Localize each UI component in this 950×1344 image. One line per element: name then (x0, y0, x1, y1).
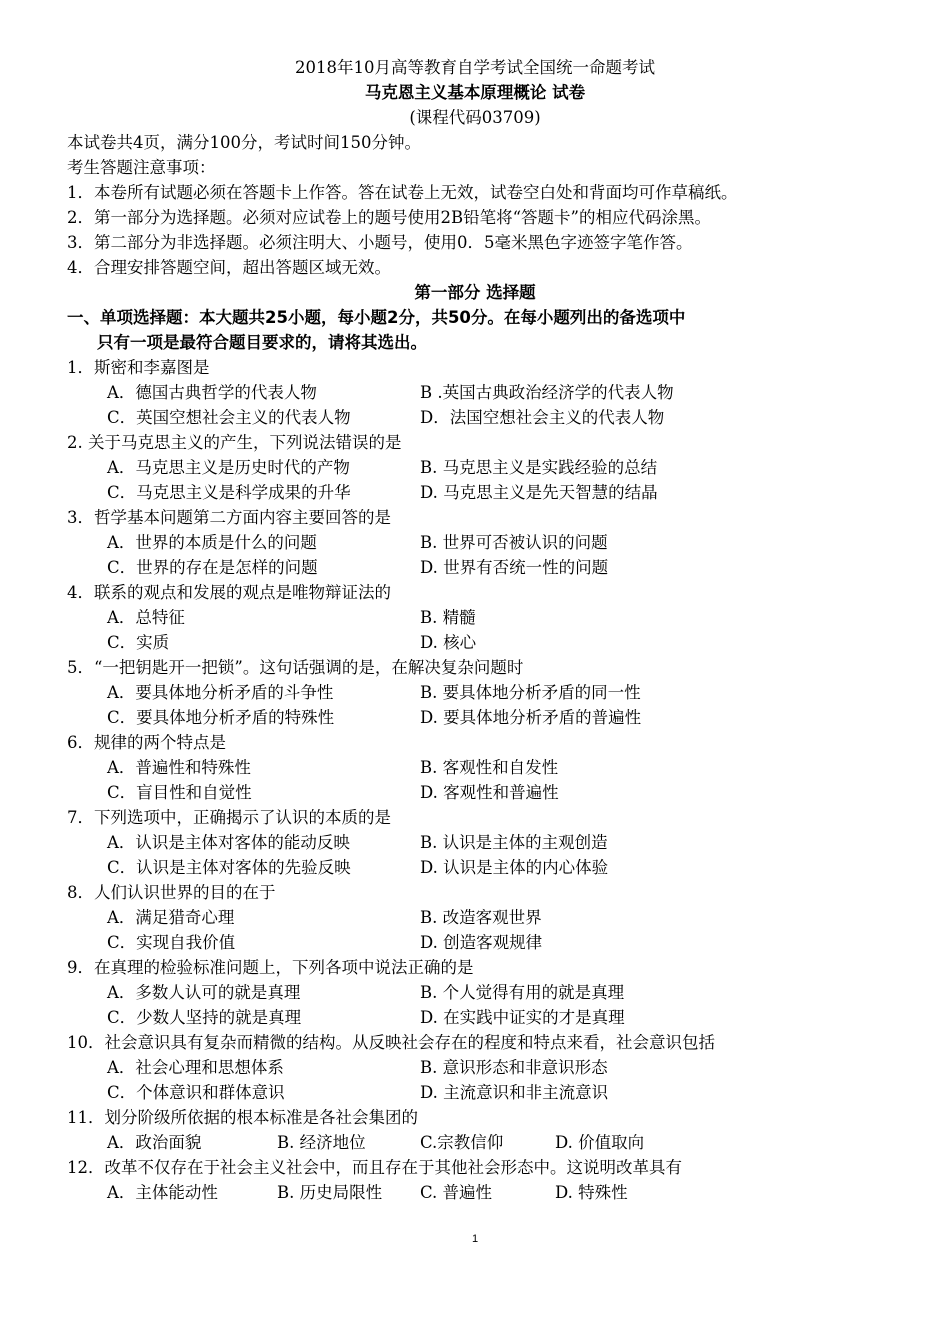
option-d: D. 马克思主义是先天智慧的结晶 (420, 483, 658, 502)
question-stem: 2. 关于马克思主义的产生，下列说法错误的是 (67, 433, 402, 452)
question-stem: 1．斯密和李嘉图是 (67, 358, 210, 377)
option-b: B. 马克思主义是实践经验的总结 (420, 458, 658, 477)
notice-item: 2．第一部分为选择题。必须对应试卷上的题号使用2B铅笔将“答题卡”的相应代码涂黑。 (67, 208, 711, 227)
option-a: A．德国古典哲学的代表人物 (107, 383, 317, 402)
option-c: C. 普遍性 (420, 1183, 493, 1202)
option-d: D. 世界有否统一性的问题 (420, 558, 609, 577)
option-a: A．要具体地分析矛盾的斗争性 (107, 683, 334, 702)
exam-title: 马克恩主义基本原理概论 试卷 (364, 83, 586, 102)
course-code: (课程代码03709) (409, 108, 541, 127)
option-c: C．要具体地分析矛盾的特殊性 (107, 708, 335, 727)
option-b: B. 意识形态和非意识形态 (420, 1058, 608, 1077)
notice-item: 3．第二部分为非选择题。必须注明大、小题号，使用0．5毫米黑色字迹签字笔作答。 (67, 233, 693, 252)
section-heading-cont: 只有一项是最符合题目要求的，请将其选出。 (97, 333, 427, 352)
option-a: A．认识是主体对客体的能动反映 (107, 833, 350, 852)
question-stem: 12．改革不仅存在于社会主义社会中，而且存在于其他社会形态中。这说明改革具有 (67, 1158, 682, 1177)
option-a: A．多数人认可的就是真理 (107, 983, 301, 1002)
option-a: A．主体能动性 (107, 1183, 218, 1202)
part-title: 第一部分 选择题 (414, 283, 536, 302)
question-stem: 4．联系的观点和发展的观点是唯物辩证法的 (67, 583, 391, 602)
option-c: C．少数人坚持的就是真理 (107, 1008, 302, 1027)
question-stem: 5．“一把钥匙开一把锁”。这句话强调的是，在解决复杂问题时 (67, 658, 524, 677)
option-d: D. 价值取向 (555, 1133, 645, 1152)
option-c: C．实现自我价值 (107, 933, 236, 952)
option-c: C．个体意识和群体意识 (107, 1083, 285, 1102)
option-d: D. 创造客观规律 (420, 933, 543, 952)
question-stem: 3．哲学基本问题第二方面内容主要回答的是 (67, 508, 391, 527)
exam-session-line: 2018年10月高等教育自学考试全国统一命题考试 (295, 58, 655, 77)
option-a: A．马克思主义是历史时代的产物 (107, 458, 350, 477)
question-stem: 11．划分阶级所依据的根本标准是各社会集团的 (67, 1108, 418, 1127)
option-a: A．满足猎奇心理 (107, 908, 235, 927)
notice-item: 1．本卷所有试题必须在答题卡上作答。答在试卷上无效，试卷空白处和背面均可作草稿纸。 (67, 183, 738, 202)
option-b: B. 要具体地分析矛盾的同一性 (420, 683, 641, 702)
option-d: D. 在实践中证实的才是真理 (420, 1008, 625, 1027)
option-a: A．政治面貌 (107, 1133, 202, 1152)
notice-title: 考生答题注意事项： (67, 158, 216, 177)
option-b: B. 经济地位 (277, 1133, 366, 1152)
option-d: D. 认识是主体的内心体验 (420, 858, 609, 877)
option-d: D. 客观性和普遍性 (420, 783, 559, 802)
option-c: C．英国空想社会主义的代表人物 (107, 408, 351, 427)
question-stem: 10．社会意识具有复杂而精微的结构。从反映社会存在的程度和特点来看，社会意识包括 (67, 1033, 715, 1052)
option-c: C．实质 (107, 633, 170, 652)
option-d: D. 要具体地分析矛盾的普遍性 (420, 708, 642, 727)
option-b: B. 精髓 (420, 608, 476, 627)
option-b: B. 世界可否被认识的问题 (420, 533, 608, 552)
page-number: 1 (471, 1233, 479, 1245)
option-a: A．总特征 (107, 608, 185, 627)
option-d: D．法国空想社会主义的代表人物 (420, 408, 665, 427)
option-b: B. 认识是主体的主观创造 (420, 833, 608, 852)
option-d: D. 特殊性 (555, 1183, 628, 1202)
option-b: B. 客观性和自发性 (420, 758, 559, 777)
option-c: C.宗教信仰 (420, 1133, 504, 1152)
option-d: D. 主流意识和非主流意识 (420, 1083, 609, 1102)
question-stem: 6．规律的两个特点是 (67, 733, 226, 752)
exam-summary: 本试卷共4页，满分100分，考试时间150分钟。 (67, 133, 421, 152)
option-d: D. 核心 (420, 633, 477, 652)
question-stem: 7．下列选项中，正确揭示了认识的本质的是 (67, 808, 391, 827)
option-c: C．世界的存在是怎样的问题 (107, 558, 318, 577)
option-b: B. 改造客观世界 (420, 908, 542, 927)
option-b: B. 个人觉得有用的就是真理 (420, 983, 625, 1002)
section-heading: 一、单项选择题：本大题共25小题，每小题2分，共50分。在每小题列出的备选项中 (67, 308, 686, 327)
notice-item: 4．合理安排答题空间，超出答题区域无效。 (67, 258, 391, 277)
option-b: B .英国古典政治经济学的代表人物 (420, 383, 674, 402)
option-c: C．马克思主义是科学成果的升华 (107, 483, 351, 502)
option-c: C．盲目性和自觉性 (107, 783, 252, 802)
option-c: C．认识是主体对客体的先验反映 (107, 858, 351, 877)
option-a: A．世界的本质是什么的问题 (107, 533, 317, 552)
question-stem: 8．人们认识世界的目的在于 (67, 883, 276, 902)
option-a: A．普遍性和特殊性 (107, 758, 251, 777)
question-stem: 9．在真理的检验标准问题上，下列各项中说法正确的是 (67, 958, 474, 977)
option-a: A．社会心理和思想体系 (107, 1058, 284, 1077)
option-b: B. 历史局限性 (277, 1183, 383, 1202)
